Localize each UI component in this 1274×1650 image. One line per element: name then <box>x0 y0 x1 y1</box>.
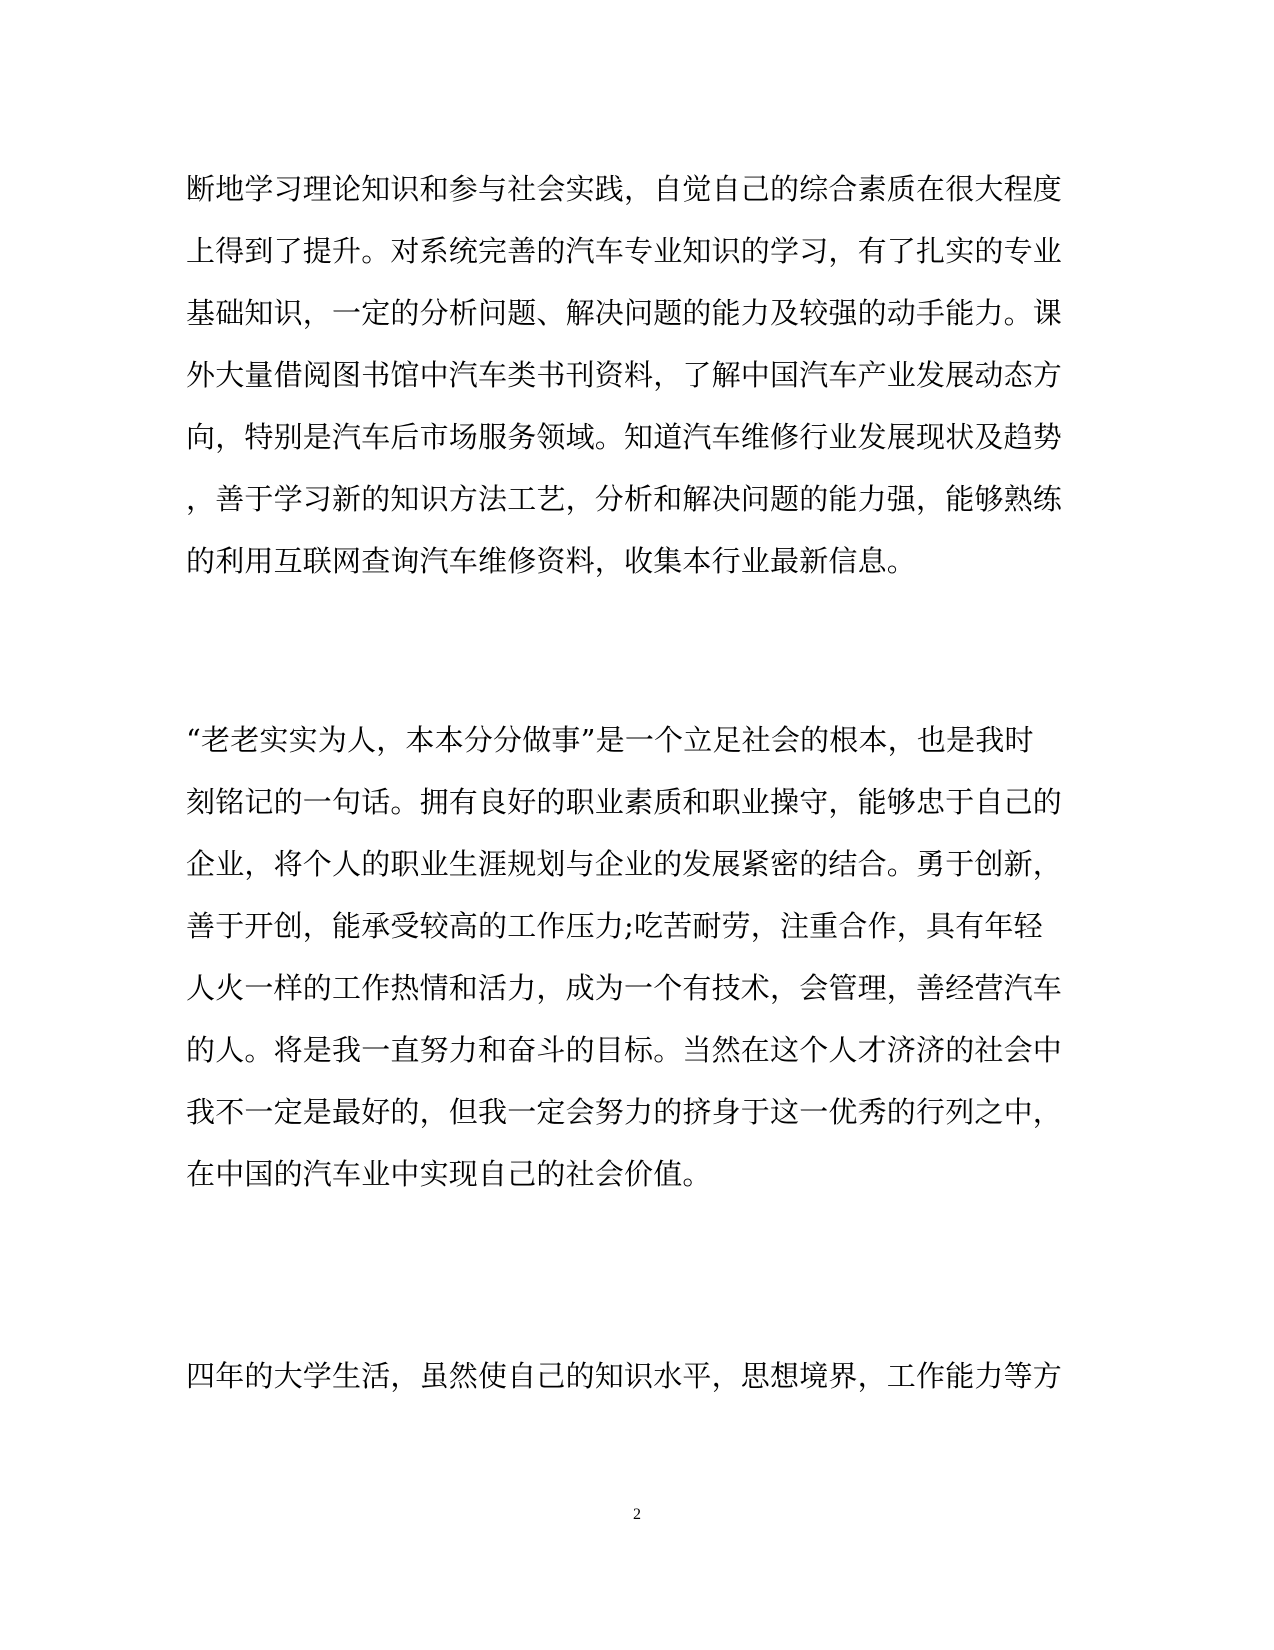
text-line: 外大量借阅图书馆中汽车类书刊资料，了解中国汽车产业发展动态方 <box>186 358 1063 392</box>
paragraph-2 <box>186 709 1063 1205</box>
text-line: 的利用互联网查询汽车维修资料，收集本行业最新信息。 <box>186 544 917 578</box>
text-line: 断地学习理论知识和参与社会实践，自觉自己的综合素质在很大程度 <box>186 172 1063 206</box>
paragraph-1 <box>186 158 1063 592</box>
page-number: 2 <box>633 1506 641 1523</box>
text-line: 向，特别是汽车后市场服务领域。知道汽车维修行业发展现状及趋势 <box>186 420 1063 454</box>
text-line: 企业，将个人的职业生涯规划与企业的发展紧密的结合。勇于创新， <box>186 847 1063 881</box>
text-line: 善于开创，能承受较高的工作压力;吃苦耐劳，注重合作，具有年轻 <box>186 909 1043 943</box>
text-line: 基础知识，一定的分析问题、解决问题的能力及较强的动手能力。课 <box>186 296 1063 330</box>
text-line: “老老实实为人，本本分分做事”是一个立足社会的根本，也是我时 <box>186 723 1034 757</box>
text-line: 上得到了提升。对系统完善的汽车专业知识的学习，有了扎实的专业 <box>186 234 1063 268</box>
text-line: 刻铭记的一句话。拥有良好的职业素质和职业操守，能够忠于自己的 <box>186 785 1063 819</box>
text-line: ，善于学习新的知识方法工艺，分析和解决问题的能力强，能够熟练 <box>186 482 1063 516</box>
text-line: 人火一样的工作热情和活力，成为一个有技术，会管理，善经营汽车 <box>186 971 1063 1005</box>
text-line: 我不一定是最好的，但我一定会努力的挤身于这一优秀的行列之中， <box>186 1095 1063 1129</box>
text-line: 四年的大学生活，虽然使自己的知识水平，思想境界，工作能力等方 <box>186 1359 1063 1393</box>
text-line: 的人。将是我一直努力和奋斗的目标。当然在这个人才济济的社会中 <box>186 1033 1063 1067</box>
paragraph-3 <box>186 1345 1063 1407</box>
text-line: 在中国的汽车业中实现自己的社会价值。 <box>186 1157 712 1191</box>
